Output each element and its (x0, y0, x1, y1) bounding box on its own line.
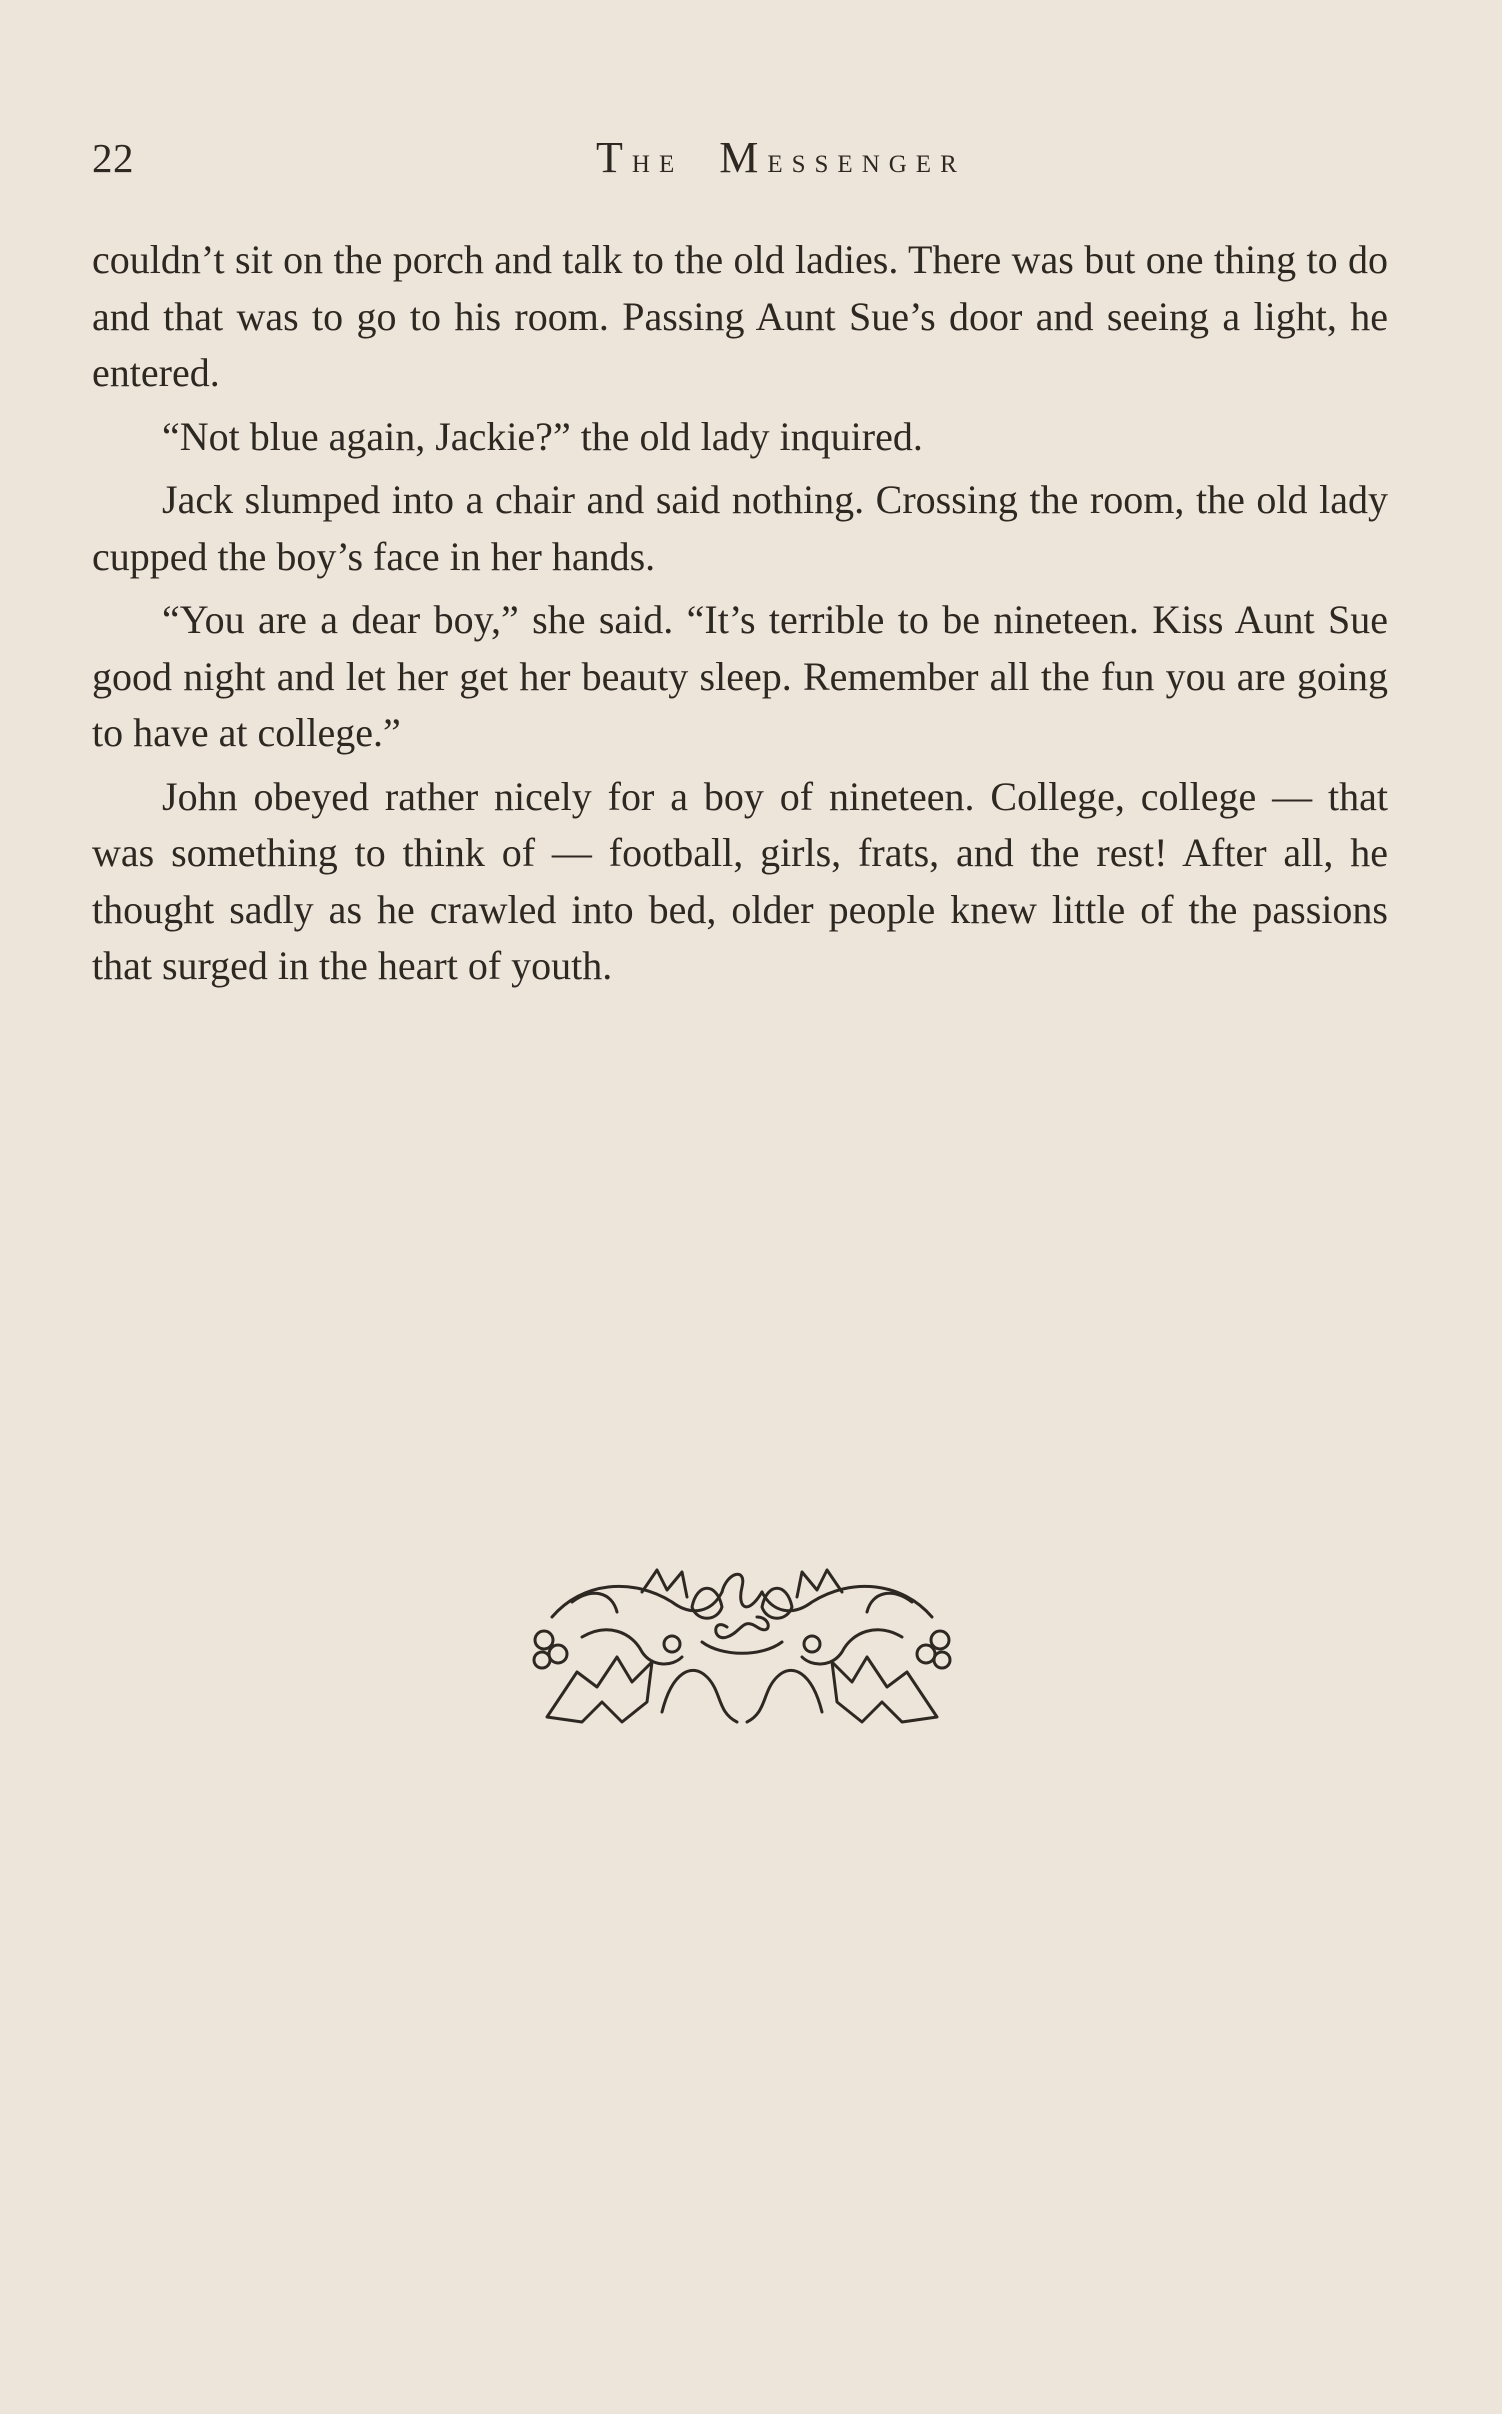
page-number: 22 (92, 135, 134, 181)
paragraph-4: “You are a dear boy,” she said. “It’s terrible to be nineteen. Kiss Aunt Sue good night and let her get her beauty sleep. Remember all the fun you are going to have at college.” (92, 597, 1388, 755)
page-header (92, 128, 1388, 188)
paragraph-3: Jack slumped into a chair and said nothing. Crossing the room, the old lady cupped the boy’s face in her hands. (92, 477, 1388, 579)
body-text (92, 232, 1388, 1002)
paragraph-2: “Not blue again, Jackie?” the old lady inquired. (162, 413, 923, 459)
running-head-initial-2: M (719, 133, 768, 182)
paragraph-5: John obeyed rather nicely for a boy of nineteen. College, college — that was something to think of — football, girls, frats, and the rest! After all, he thought sadly as he crawled into bed, older people knew little of the passions that surged in the heart of youth. (92, 773, 1388, 988)
vine-leaf-tailpiece-icon (522, 1562, 962, 1732)
paragraph-1: couldn’t sit on the porch and talk to the old ladies. There was but one thing to do and that was to go to his room. Passing Aunt Sue’s door and seeing a light, he entered. (92, 237, 1388, 395)
running-head (596, 128, 966, 190)
running-head-word-2: essenger (767, 140, 966, 180)
running-head-word-1: he (631, 140, 684, 180)
running-head-initial-1: T (596, 133, 632, 182)
